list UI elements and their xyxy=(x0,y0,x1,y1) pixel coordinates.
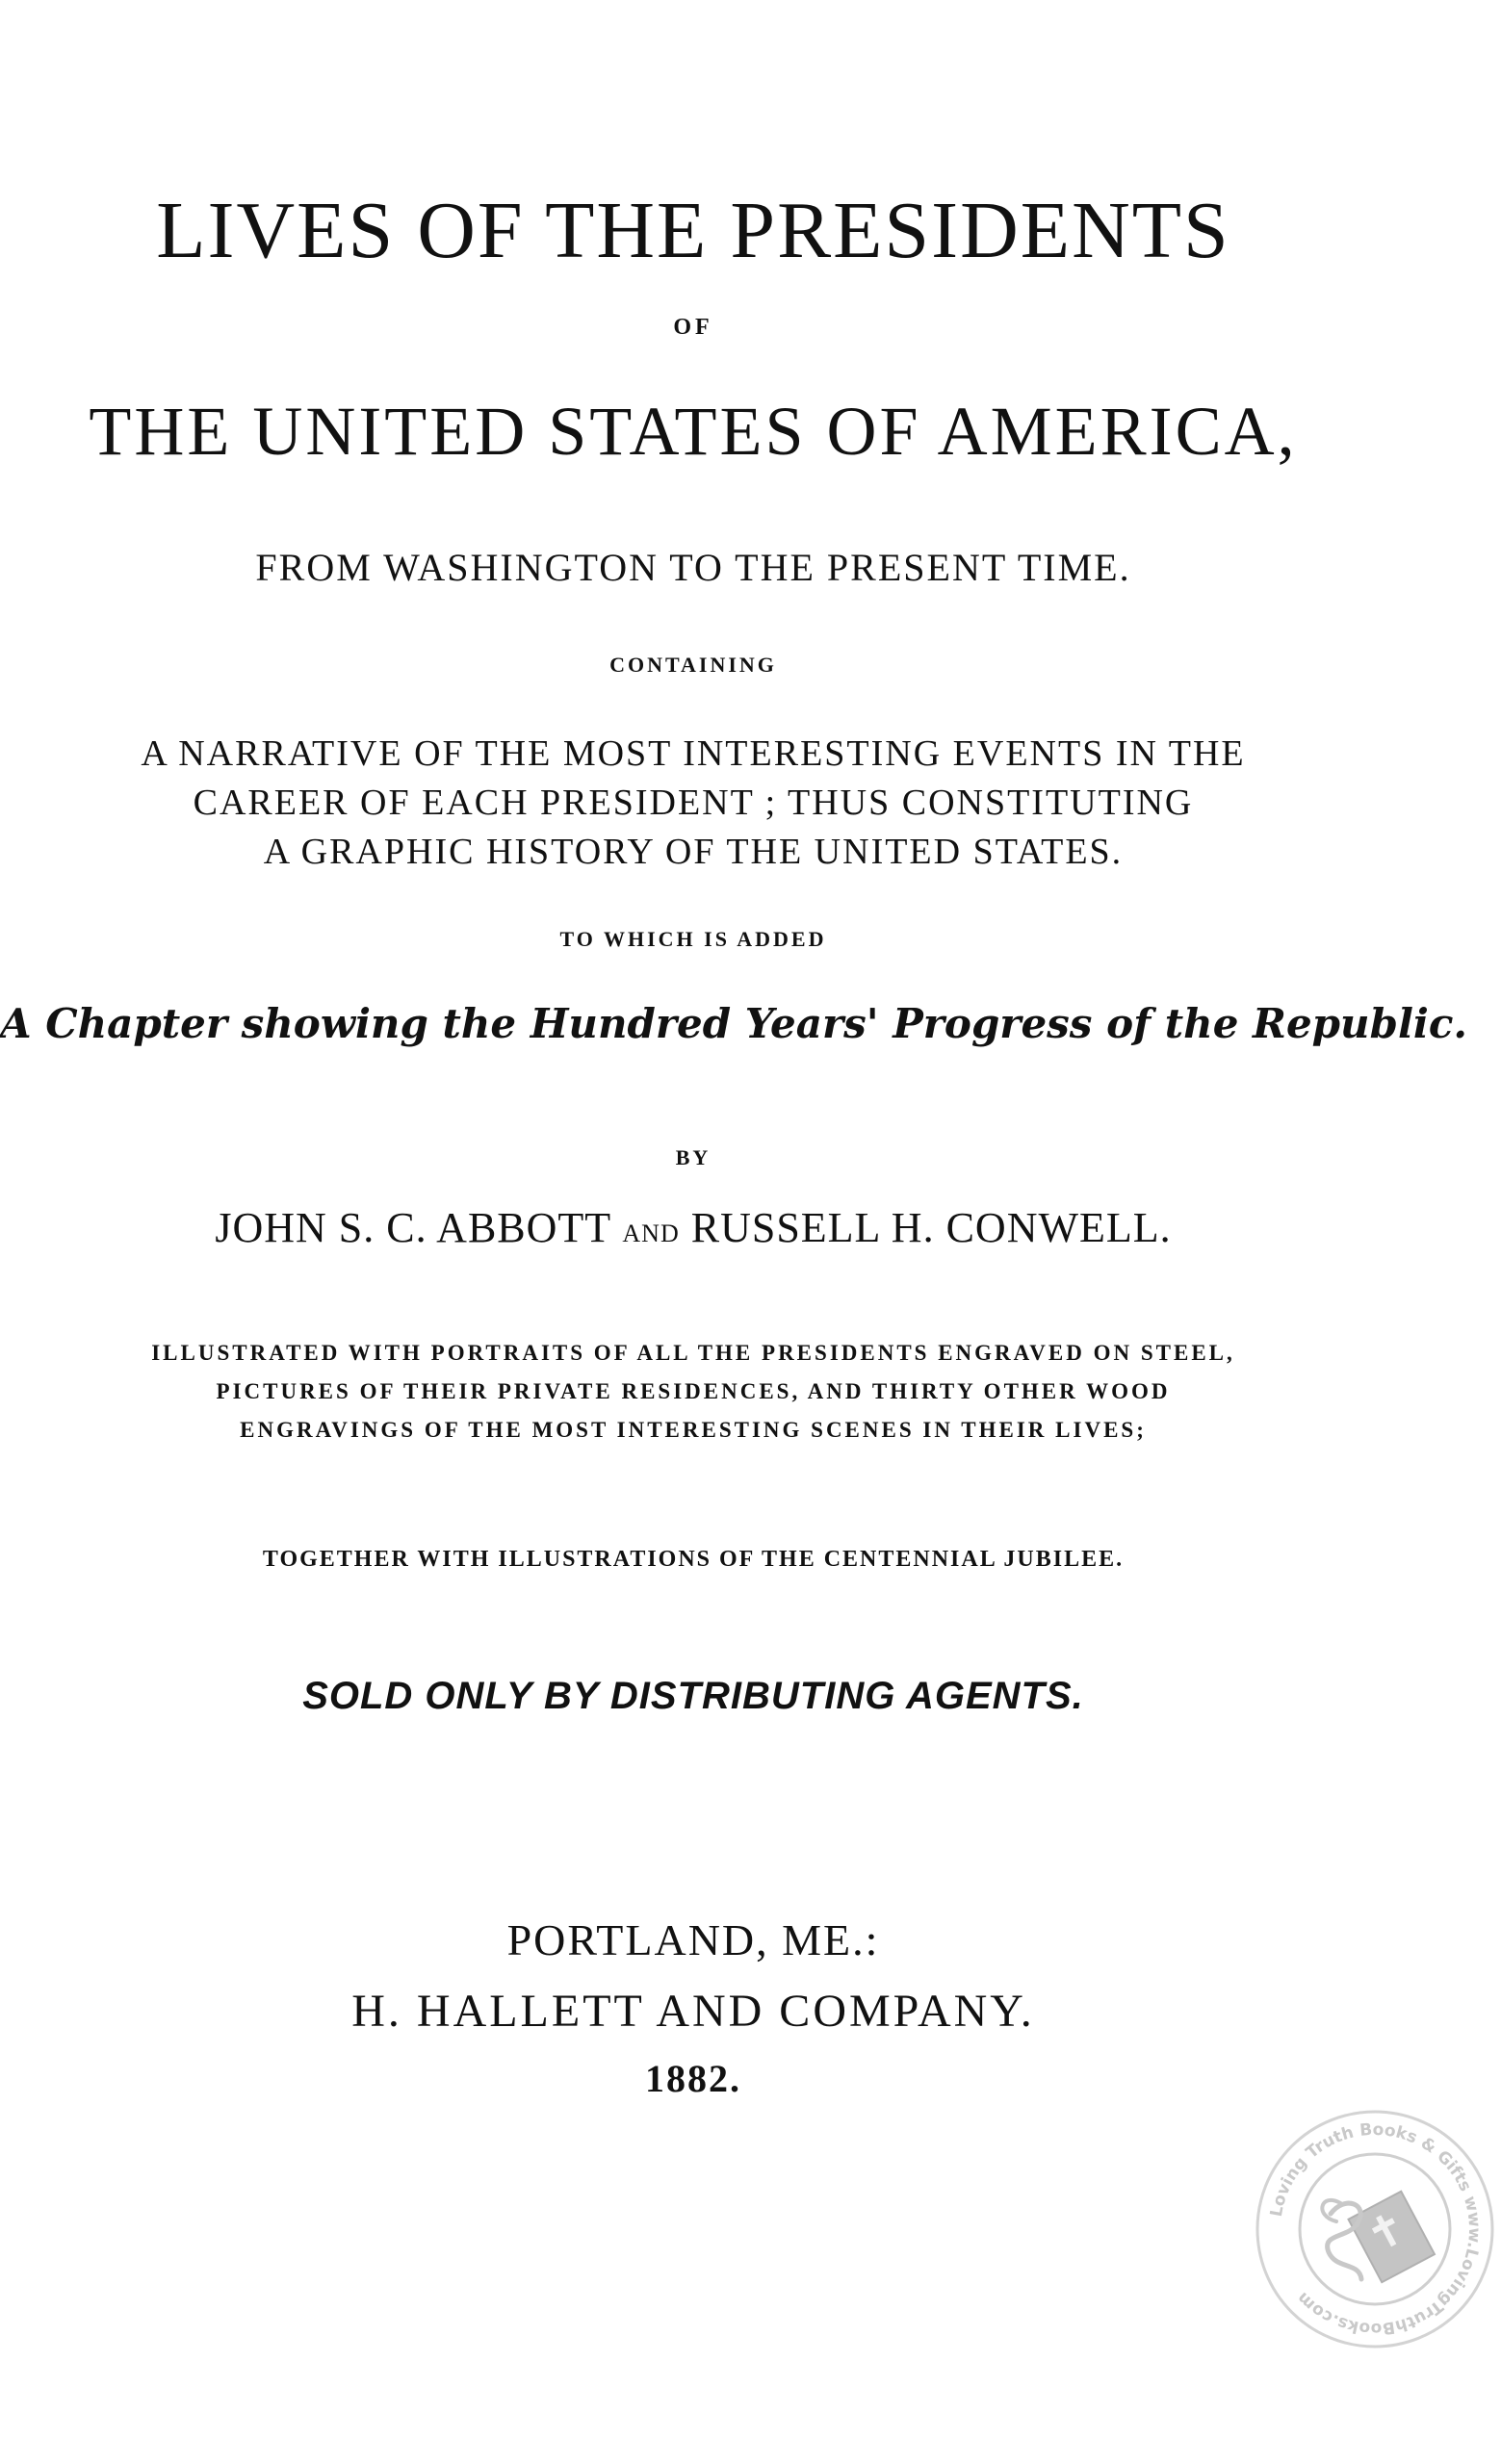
of-line: OF xyxy=(673,315,713,340)
sold-only-line: SOLD ONLY BY DISTRIBUTING AGENTS. xyxy=(302,1675,1084,1717)
illustrated-line-1: ILLUSTRATED WITH PORTRAITS OF ALL THE PRESIDENTS ENGRAVED ON STEEL, xyxy=(151,1341,1235,1365)
narrative-line-3: A GRAPHIC HISTORY OF THE UNITED STATES. xyxy=(263,832,1124,872)
watermark-text: Loving Truth Books & Gifts www.LovingTruthBooks.com xyxy=(1266,2119,1485,2339)
author-conwell: RUSSELL H. CONWELL. xyxy=(690,1204,1172,1251)
illustrated-line-2: PICTURES OF THEIR PRIVATE RESIDENCES, AND THIRTY OTHER WOOD xyxy=(216,1379,1171,1403)
containing-line: CONTAINING xyxy=(609,653,777,677)
subtitle-from: FROM WASHINGTON TO THE PRESENT TIME. xyxy=(255,546,1131,589)
narrative-line-2: CAREER OF EACH PRESIDENT ; THUS CONSTITUTING xyxy=(193,783,1194,823)
publisher-line: H. HALLETT AND COMPANY. xyxy=(351,1986,1035,2037)
authors-line xyxy=(0,1204,1386,1251)
by-line: BY xyxy=(675,1145,712,1169)
bible-ribbon-seal-icon xyxy=(1254,2108,1496,2350)
author-and: AND xyxy=(622,1219,680,1247)
country-title: THE UNITED STATES OF AMERICA, xyxy=(89,393,1298,470)
year-line: 1882. xyxy=(645,2057,741,2100)
author-abbott: JOHN S. C. ABBOTT xyxy=(215,1204,611,1251)
illustrated-line-3: ENGRAVINGS OF THE MOST INTERESTING SCENES IN THEIR LIVES; xyxy=(240,1418,1147,1442)
place-line: PORTLAND, ME.: xyxy=(506,1915,880,1964)
chapter-line: A Chapter showing the Hundred Years' Progress of the Republic. xyxy=(0,1000,1468,1047)
to-which-added-line: TO WHICH IS ADDED xyxy=(559,927,827,951)
main-title: LIVES OF THE PRESIDENTS xyxy=(156,186,1230,275)
together-line: TOGETHER WITH ILLUSTRATIONS OF THE CENTENNIAL JUBILEE. xyxy=(262,1547,1125,1572)
narrative-line-1: A NARRATIVE OF THE MOST INTERESTING EVENTS IN THE xyxy=(141,733,1246,774)
watermark-seal xyxy=(1254,2108,1496,2350)
